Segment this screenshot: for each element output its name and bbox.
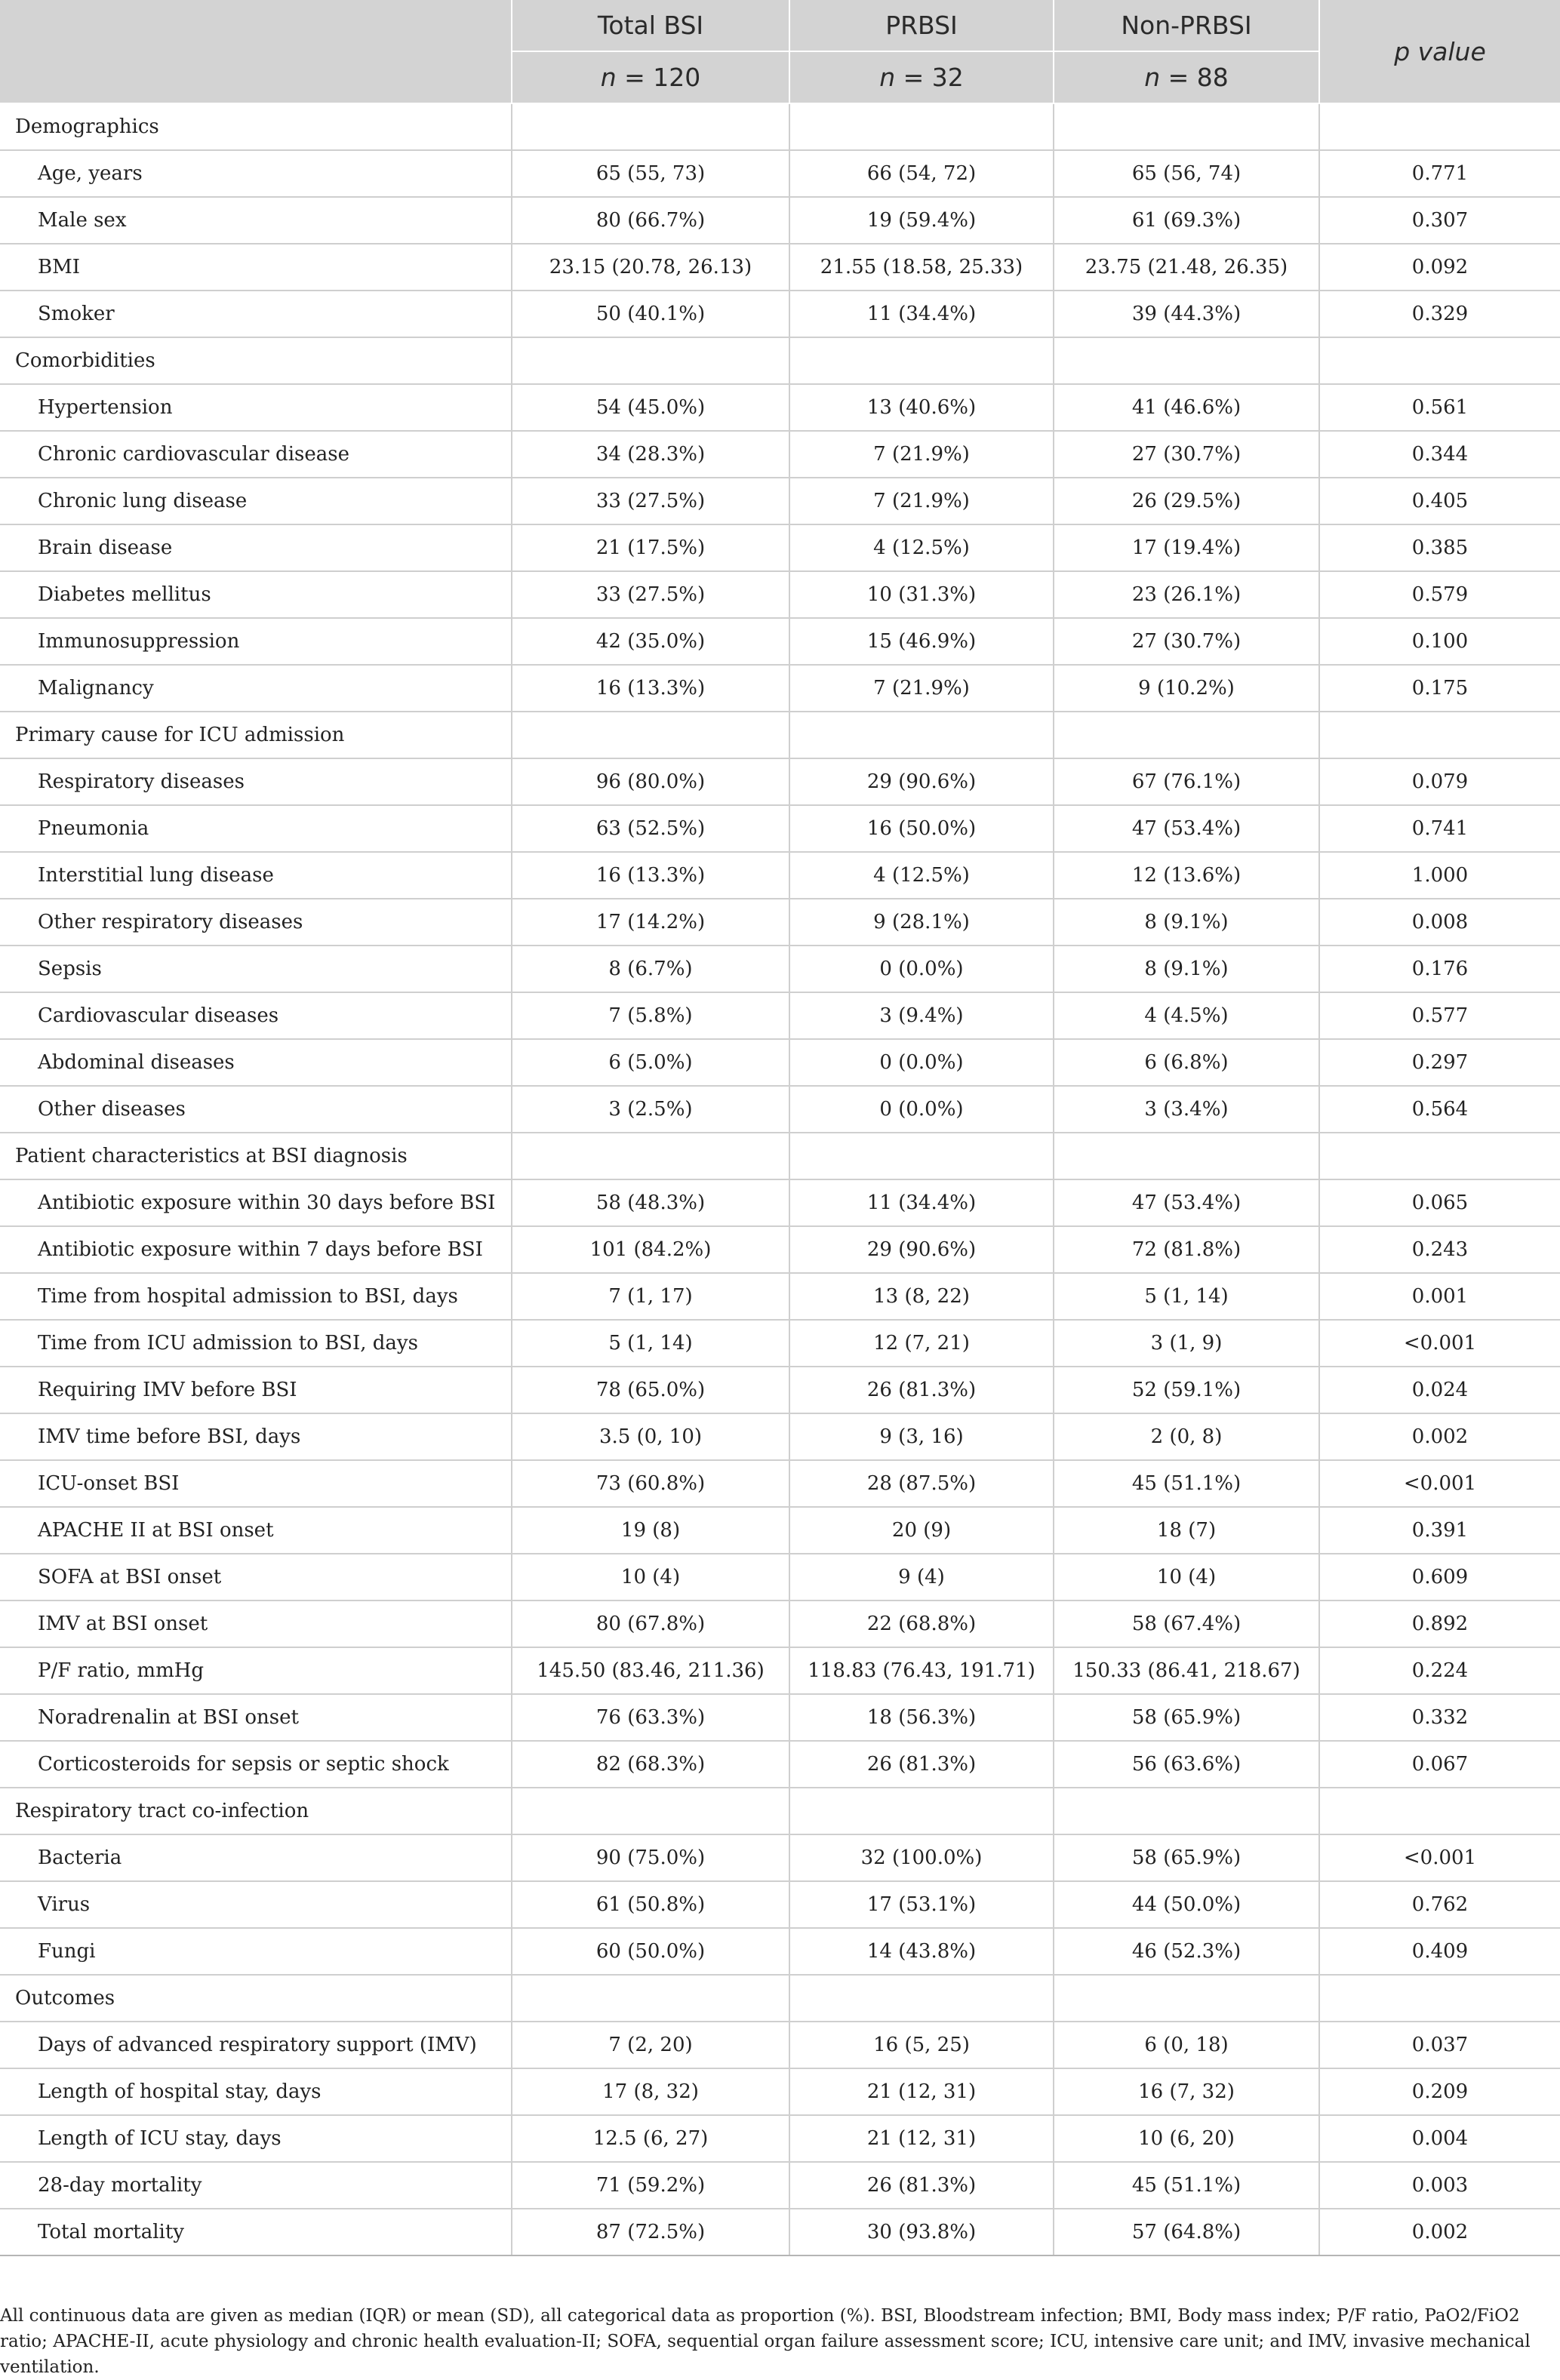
cell-prbsi: 26 (81.3%) [789,2162,1054,2209]
cell-prbsi: 22 (68.8%) [789,1601,1054,1647]
row-label: BMI [0,244,512,291]
table-row [0,1460,1560,1507]
header-n-total: n = 120 [512,51,789,103]
cell-non-prbsi: 3 (3.4%) [1054,1086,1319,1133]
section-empty-cell [1319,1975,1560,2022]
row-label: P/F ratio, mmHg [0,1647,512,1694]
table-row [0,805,1560,852]
section-empty-cell [789,712,1054,758]
cell-p-value: 0.004 [1319,2115,1560,2162]
section-empty-cell [1054,1788,1319,1834]
cell-total-bsi: 17 (14.2%) [512,899,789,946]
cell-p-value: 0.771 [1319,150,1560,197]
cell-total-bsi: 54 (45.0%) [512,384,789,431]
row-label: Sepsis [0,946,512,992]
cell-p-value: <0.001 [1319,1460,1560,1507]
table-row [0,665,1560,712]
cell-prbsi: 21 (12, 31) [789,2115,1054,2162]
cell-total-bsi: 10 (4) [512,1554,789,1601]
table-row [0,1928,1560,1975]
cell-prbsi: 3 (9.4%) [789,992,1054,1039]
cell-total-bsi: 33 (27.5%) [512,571,789,618]
section-empty-cell [789,337,1054,384]
section-title: Outcomes [0,1975,512,2022]
section-row [0,1975,1560,2022]
row-label: Interstitial lung disease [0,852,512,899]
table-row [0,992,1560,1039]
table-row [0,1834,1560,1881]
section-empty-cell [789,103,1054,150]
table-row [0,2068,1560,2115]
cell-prbsi: 0 (0.0%) [789,1086,1054,1133]
section-empty-cell [789,1788,1054,1834]
cell-prbsi: 21.55 (18.58, 25.33) [789,244,1054,291]
cell-non-prbsi: 26 (29.5%) [1054,478,1319,524]
table-row [0,1320,1560,1367]
cell-total-bsi: 90 (75.0%) [512,1834,789,1881]
cell-prbsi: 16 (5, 25) [789,2022,1054,2068]
cell-p-value: <0.001 [1319,1834,1560,1881]
table-header [0,0,1560,103]
section-empty-cell [789,1133,1054,1179]
cell-non-prbsi: 9 (10.2%) [1054,665,1319,712]
section-row [0,1788,1560,1834]
cell-prbsi: 7 (21.9%) [789,431,1054,478]
header-prbsi: PRBSI [789,0,1054,51]
cell-p-value: 0.209 [1319,2068,1560,2115]
section-empty-cell [512,337,789,384]
section-empty-cell [1319,103,1560,150]
cell-prbsi: 11 (34.4%) [789,1179,1054,1226]
cell-prbsi: 9 (28.1%) [789,899,1054,946]
header-blank-cell [0,0,512,103]
section-title: Respiratory tract co-infection [0,1788,512,1834]
table-row [0,571,1560,618]
section-empty-cell [1319,337,1560,384]
table-row [0,478,1560,524]
cell-non-prbsi: 12 (13.6%) [1054,852,1319,899]
cell-p-value: 0.332 [1319,1694,1560,1741]
cell-prbsi: 12 (7, 21) [789,1320,1054,1367]
header-n-non-prbsi: n = 88 [1054,51,1319,103]
table-row [0,2115,1560,2162]
row-label: IMV at BSI onset [0,1601,512,1647]
section-empty-cell [1054,1133,1319,1179]
section-empty-cell [1054,1975,1319,2022]
cell-p-value: 0.409 [1319,1928,1560,1975]
cell-p-value: 0.344 [1319,431,1560,478]
cell-prbsi: 4 (12.5%) [789,524,1054,571]
cell-p-value: 0.577 [1319,992,1560,1039]
cell-total-bsi: 7 (2, 20) [512,2022,789,2068]
cell-non-prbsi: 41 (46.6%) [1054,384,1319,431]
cell-prbsi: 9 (3, 16) [789,1413,1054,1460]
cell-total-bsi: 33 (27.5%) [512,478,789,524]
row-label: APACHE II at BSI onset [0,1507,512,1554]
row-label: Age, years [0,150,512,197]
cell-total-bsi: 80 (67.8%) [512,1601,789,1647]
table-row [0,150,1560,197]
row-label: Brain disease [0,524,512,571]
cell-total-bsi: 5 (1, 14) [512,1320,789,1367]
cell-prbsi: 20 (9) [789,1507,1054,1554]
section-empty-cell [1054,337,1319,384]
cell-total-bsi: 80 (66.7%) [512,197,789,244]
cell-p-value: 0.579 [1319,571,1560,618]
cell-total-bsi: 78 (65.0%) [512,1367,789,1413]
cell-non-prbsi: 27 (30.7%) [1054,431,1319,478]
cell-prbsi: 13 (40.6%) [789,384,1054,431]
cell-p-value: 0.307 [1319,197,1560,244]
row-label: Cardiovascular diseases [0,992,512,1039]
section-empty-cell [512,1788,789,1834]
header-p-value-text: p value [1394,36,1486,66]
cell-p-value: 0.037 [1319,2022,1560,2068]
cell-total-bsi: 60 (50.0%) [512,1928,789,1975]
section-row [0,337,1560,384]
cell-p-value: 0.385 [1319,524,1560,571]
table-row [0,1413,1560,1460]
cell-prbsi: 118.83 (76.43, 191.71) [789,1647,1054,1694]
table-row [0,899,1560,946]
row-label: Other respiratory diseases [0,899,512,946]
cell-non-prbsi: 23 (26.1%) [1054,571,1319,618]
cell-p-value: 1.000 [1319,852,1560,899]
row-label: Time from hospital admission to BSI, days [0,1273,512,1320]
cell-p-value: 0.065 [1319,1179,1560,1226]
cell-prbsi: 0 (0.0%) [789,946,1054,992]
table-row [0,1554,1560,1601]
header-total-bsi: Total BSI [512,0,789,51]
cell-total-bsi: 71 (59.2%) [512,2162,789,2209]
cell-non-prbsi: 47 (53.4%) [1054,805,1319,852]
cell-p-value: 0.892 [1319,1601,1560,1647]
row-label: Hypertension [0,384,512,431]
cell-p-value: 0.564 [1319,1086,1560,1133]
cell-p-value: 0.297 [1319,1039,1560,1086]
row-label: Pneumonia [0,805,512,852]
cell-total-bsi: 3 (2.5%) [512,1086,789,1133]
cell-prbsi: 7 (21.9%) [789,665,1054,712]
table-row [0,1086,1560,1133]
cell-p-value: 0.079 [1319,758,1560,805]
cell-non-prbsi: 10 (6, 20) [1054,2115,1319,2162]
cell-total-bsi: 73 (60.8%) [512,1460,789,1507]
cell-non-prbsi: 72 (81.8%) [1054,1226,1319,1273]
cell-total-bsi: 6 (5.0%) [512,1039,789,1086]
row-label: 28-day mortality [0,2162,512,2209]
cell-non-prbsi: 65 (56, 74) [1054,150,1319,197]
section-title: Patient characteristics at BSI diagnosis [0,1133,512,1179]
cell-prbsi: 28 (87.5%) [789,1460,1054,1507]
table-row [0,1226,1560,1273]
header-n-prbsi: n = 32 [789,51,1054,103]
cell-p-value: 0.175 [1319,665,1560,712]
cell-p-value: 0.024 [1319,1367,1560,1413]
cell-total-bsi: 23.15 (20.78, 26.13) [512,244,789,291]
cell-prbsi: 32 (100.0%) [789,1834,1054,1881]
table-row [0,2209,1560,2255]
cell-non-prbsi: 27 (30.7%) [1054,618,1319,665]
row-label: Chronic lung disease [0,478,512,524]
cell-non-prbsi: 67 (76.1%) [1054,758,1319,805]
cell-total-bsi: 7 (1, 17) [512,1273,789,1320]
table-row [0,758,1560,805]
table-row [0,524,1560,571]
row-label: Total mortality [0,2209,512,2255]
row-label: Noradrenalin at BSI onset [0,1694,512,1741]
row-label: Length of ICU stay, days [0,2115,512,2162]
row-label: Antibiotic exposure within 30 days before BSI [0,1179,512,1226]
cell-prbsi: 4 (12.5%) [789,852,1054,899]
row-label: Abdominal diseases [0,1039,512,1086]
cell-p-value: 0.391 [1319,1507,1560,1554]
table-row [0,291,1560,337]
cell-p-value: 0.003 [1319,2162,1560,2209]
cell-p-value: 0.741 [1319,805,1560,852]
row-label: Corticosteroids for sepsis or septic shock [0,1741,512,1788]
cell-prbsi: 18 (56.3%) [789,1694,1054,1741]
section-empty-cell [512,103,789,150]
cell-total-bsi: 82 (68.3%) [512,1741,789,1788]
cell-total-bsi: 145.50 (83.46, 211.36) [512,1647,789,1694]
cell-p-value: 0.067 [1319,1741,1560,1788]
section-row [0,103,1560,150]
cell-total-bsi: 96 (80.0%) [512,758,789,805]
row-label: Diabetes mellitus [0,571,512,618]
cell-non-prbsi: 61 (69.3%) [1054,197,1319,244]
cell-p-value: 0.100 [1319,618,1560,665]
cell-total-bsi: 12.5 (6, 27) [512,2115,789,2162]
cell-p-value: 0.002 [1319,1413,1560,1460]
table-row [0,1741,1560,1788]
cell-non-prbsi: 5 (1, 14) [1054,1273,1319,1320]
cell-non-prbsi: 10 (4) [1054,1554,1319,1601]
cell-non-prbsi: 16 (7, 32) [1054,2068,1319,2115]
cell-total-bsi: 42 (35.0%) [512,618,789,665]
cell-prbsi: 7 (21.9%) [789,478,1054,524]
section-empty-cell [1054,103,1319,150]
cell-total-bsi: 87 (72.5%) [512,2209,789,2255]
cell-prbsi: 13 (8, 22) [789,1273,1054,1320]
cell-non-prbsi: 52 (59.1%) [1054,1367,1319,1413]
table-row [0,2162,1560,2209]
section-empty-cell [1054,712,1319,758]
cell-non-prbsi: 6 (0, 18) [1054,2022,1319,2068]
table-footnote: All continuous data are given as median (IQR) or mean (SD), all categorical data as proportion (%). BSI, Bloodstream infection; BMI, Body mass index; P/F ratio, PaO2/FiO2 ratio; APACHE-II, acute physiology and chronic health evaluation-II; SOFA, sequential organ failure assessment score; ICU, intensive care unit; and IMV, invasive mechanical ventilation. [0,2306,1531,2377]
cell-prbsi: 21 (12, 31) [789,2068,1054,2115]
cell-total-bsi: 65 (55, 73) [512,150,789,197]
row-label: Time from ICU admission to BSI, days [0,1320,512,1367]
cell-prbsi: 15 (46.9%) [789,618,1054,665]
cell-non-prbsi: 58 (67.4%) [1054,1601,1319,1647]
section-empty-cell [512,712,789,758]
cell-non-prbsi: 8 (9.1%) [1054,946,1319,992]
row-label: Requiring IMV before BSI [0,1367,512,1413]
section-empty-cell [1319,1788,1560,1834]
cell-p-value: 0.176 [1319,946,1560,992]
table-row [0,1039,1560,1086]
row-label: SOFA at BSI onset [0,1554,512,1601]
cell-p-value: 0.224 [1319,1647,1560,1694]
cell-non-prbsi: 3 (1, 9) [1054,1320,1319,1367]
section-empty-cell [1319,712,1560,758]
cell-p-value: 0.609 [1319,1554,1560,1601]
table-row [0,1273,1560,1320]
cell-total-bsi: 7 (5.8%) [512,992,789,1039]
table-row [0,946,1560,992]
cell-p-value: 0.329 [1319,291,1560,337]
cell-p-value: 0.001 [1319,1273,1560,1320]
section-title: Demographics [0,103,512,150]
section-title: Primary cause for ICU admission [0,712,512,758]
cell-prbsi: 17 (53.1%) [789,1881,1054,1928]
cell-prbsi: 19 (59.4%) [789,197,1054,244]
cell-non-prbsi: 39 (44.3%) [1054,291,1319,337]
cell-p-value: 0.762 [1319,1881,1560,1928]
header-non-prbsi: Non-PRBSI [1054,0,1319,51]
row-label: Immunosuppression [0,618,512,665]
cell-non-prbsi: 6 (6.8%) [1054,1039,1319,1086]
cell-p-value: 0.008 [1319,899,1560,946]
cell-non-prbsi: 46 (52.3%) [1054,1928,1319,1975]
section-empty-cell [512,1975,789,2022]
cell-prbsi: 30 (93.8%) [789,2209,1054,2255]
cell-prbsi: 9 (4) [789,1554,1054,1601]
row-label: Bacteria [0,1834,512,1881]
cell-total-bsi: 19 (8) [512,1507,789,1554]
cell-non-prbsi: 8 (9.1%) [1054,899,1319,946]
cell-p-value: 0.092 [1319,244,1560,291]
row-label: Days of advanced respiratory support (IMV) [0,2022,512,2068]
header-row-labels [0,0,1560,51]
cell-non-prbsi: 4 (4.5%) [1054,992,1319,1039]
cell-total-bsi: 63 (52.5%) [512,805,789,852]
table-row [0,384,1560,431]
cell-total-bsi: 3.5 (0, 10) [512,1413,789,1460]
table-row [0,244,1560,291]
cell-prbsi: 26 (81.3%) [789,1367,1054,1413]
cell-non-prbsi: 17 (19.4%) [1054,524,1319,571]
table-row [0,1694,1560,1741]
cell-non-prbsi: 58 (65.9%) [1054,1834,1319,1881]
table-row [0,197,1560,244]
cell-prbsi: 10 (31.3%) [789,571,1054,618]
cell-non-prbsi: 57 (64.8%) [1054,2209,1319,2255]
cell-prbsi: 26 (81.3%) [789,1741,1054,1788]
cell-non-prbsi: 23.75 (21.48, 26.35) [1054,244,1319,291]
table-row [0,1507,1560,1554]
row-label: Length of hospital stay, days [0,2068,512,2115]
header-p-value [1319,0,1560,103]
cell-prbsi: 16 (50.0%) [789,805,1054,852]
cell-total-bsi: 16 (13.3%) [512,852,789,899]
row-label: Other diseases [0,1086,512,1133]
cell-total-bsi: 58 (48.3%) [512,1179,789,1226]
cell-prbsi: 66 (54, 72) [789,150,1054,197]
table-row [0,1601,1560,1647]
table-row [0,852,1560,899]
cell-total-bsi: 8 (6.7%) [512,946,789,992]
row-label: Fungi [0,1928,512,1975]
cell-total-bsi: 76 (63.3%) [512,1694,789,1741]
section-empty-cell [789,1975,1054,2022]
cell-total-bsi: 61 (50.8%) [512,1881,789,1928]
section-empty-cell [1319,1133,1560,1179]
cell-total-bsi: 21 (17.5%) [512,524,789,571]
table-row [0,1367,1560,1413]
table-row [0,1881,1560,1928]
row-label: IMV time before BSI, days [0,1413,512,1460]
row-label: Virus [0,1881,512,1928]
row-label: Smoker [0,291,512,337]
cell-prbsi: 0 (0.0%) [789,1039,1054,1086]
cell-non-prbsi: 45 (51.1%) [1054,1460,1319,1507]
section-row [0,1133,1560,1179]
row-label: ICU-onset BSI [0,1460,512,1507]
section-empty-cell [512,1133,789,1179]
table-row [0,618,1560,665]
cell-non-prbsi: 56 (63.6%) [1054,1741,1319,1788]
cell-total-bsi: 34 (28.3%) [512,431,789,478]
cell-non-prbsi: 18 (7) [1054,1507,1319,1554]
cell-total-bsi: 50 (40.1%) [512,291,789,337]
row-label: Antibiotic exposure within 7 days before BSI [0,1226,512,1273]
section-title: Comorbidities [0,337,512,384]
table-row [0,431,1560,478]
cell-prbsi: 29 (90.6%) [789,1226,1054,1273]
cell-p-value: <0.001 [1319,1320,1560,1367]
table-row [0,2022,1560,2068]
row-label: Chronic cardiovascular disease [0,431,512,478]
cell-non-prbsi: 58 (65.9%) [1054,1694,1319,1741]
cell-prbsi: 29 (90.6%) [789,758,1054,805]
cell-non-prbsi: 150.33 (86.41, 218.67) [1054,1647,1319,1694]
cell-non-prbsi: 2 (0, 8) [1054,1413,1319,1460]
row-label: Respiratory diseases [0,758,512,805]
cell-prbsi: 11 (34.4%) [789,291,1054,337]
section-row [0,712,1560,758]
cell-p-value: 0.002 [1319,2209,1560,2255]
table-body [0,103,1560,2255]
cell-p-value: 0.243 [1319,1226,1560,1273]
cell-non-prbsi: 47 (53.4%) [1054,1179,1319,1226]
row-label: Malignancy [0,665,512,712]
cell-total-bsi: 17 (8, 32) [512,2068,789,2115]
table-row [0,1179,1560,1226]
cell-non-prbsi: 45 (51.1%) [1054,2162,1319,2209]
cell-non-prbsi: 44 (50.0%) [1054,1881,1319,1928]
cell-p-value: 0.561 [1319,384,1560,431]
cell-p-value: 0.405 [1319,478,1560,524]
cell-total-bsi: 101 (84.2%) [512,1226,789,1273]
table-row [0,1647,1560,1694]
cell-prbsi: 14 (43.8%) [789,1928,1054,1975]
row-label: Male sex [0,197,512,244]
cell-total-bsi: 16 (13.3%) [512,665,789,712]
